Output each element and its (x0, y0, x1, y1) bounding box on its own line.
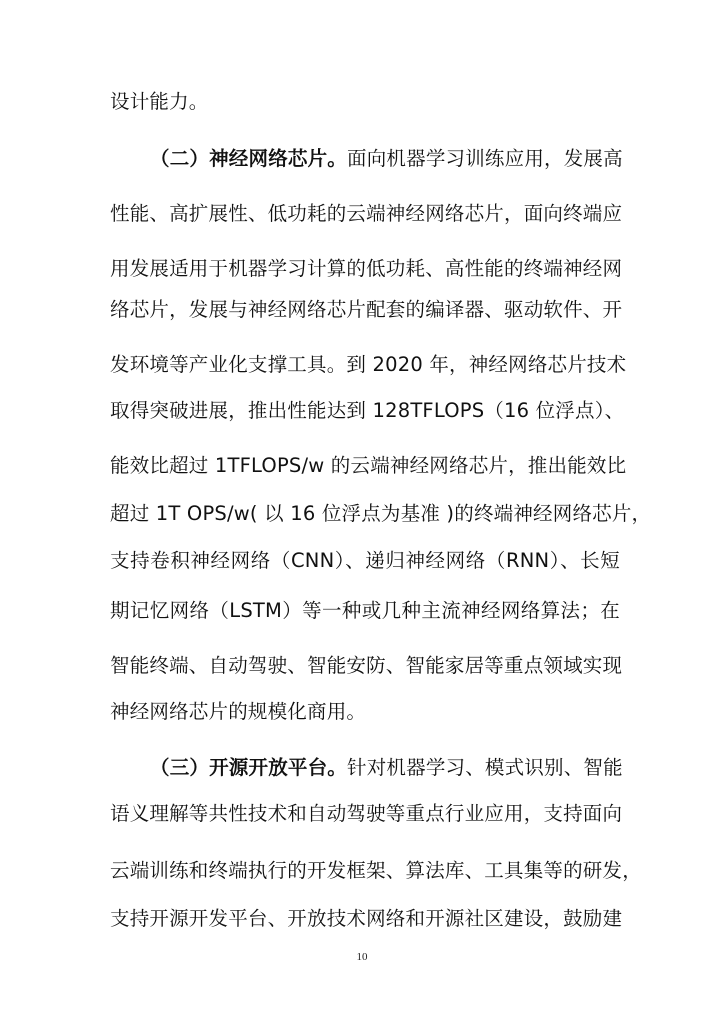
page-number: 10 (356, 951, 368, 963)
heading-rest-neural-chip: 面向机器学习训练应用，发展高 (347, 147, 623, 170)
text-line-13: 神经网络芯片的规模化商用。 (110, 700, 367, 723)
text-line-15: 语义理解等共性技术和自动驾驶等重点行业应用，支持面向 (110, 802, 623, 825)
section-heading-neural-chip (150, 144, 623, 174)
text-line-4: 用发展适用于机器学习计算的低功耗、高性能的终端神经网 (110, 257, 623, 280)
text-line-5: 络芯片，发展与神经网络芯片配套的编译器、驱动软件、开 (110, 298, 623, 321)
text-line-7: 取得突破进展，推出性能达到 128TFLOPS（16 位浮点）、 (110, 399, 625, 422)
text-line-9: 超过 1T OPS/w( 以 16 位浮点为基准 )的终端神经网络芯片， (110, 502, 652, 525)
text-line-12: 智能终端、自动驾驶、智能安防、智能家居等重点领域实现 (110, 654, 623, 677)
text-line-1: 设计能力。 (110, 90, 209, 113)
heading-bold-neural-chip: （二）神经网络芯片。 (150, 147, 348, 170)
text-line-17: 支持开源开发平台、开放技术网络和开源社区建设，鼓励建 (110, 907, 623, 930)
text-line-6: 发环境等产业化支撑工具。到 2020 年，神经网络芯片技术 (110, 353, 627, 376)
text-line-8: 能效比超过 1TFLOPS/w 的云端神经网络芯片，推出能效比 (110, 454, 627, 477)
text-line-3: 性能、高扩展性、低功耗的云端神经网络芯片，面向终端应 (110, 202, 623, 225)
heading-bold-open-platform: （三）开源开放平台。 (150, 756, 348, 779)
heading-rest-open-platform: 针对机器学习、模式识别、智能 (347, 756, 623, 779)
text-line-11: 期记忆网络（LSTM）等一种或几种主流神经网络算法；在 (110, 599, 620, 622)
text-line-16: 云端训练和终端执行的开发框架、算法库、工具集等的研发， (110, 859, 642, 882)
section-heading-open-platform (150, 753, 623, 783)
text-line-10: 支持卷积神经网络（CNN）、递归神经网络（RNN）、长短 (110, 549, 620, 572)
